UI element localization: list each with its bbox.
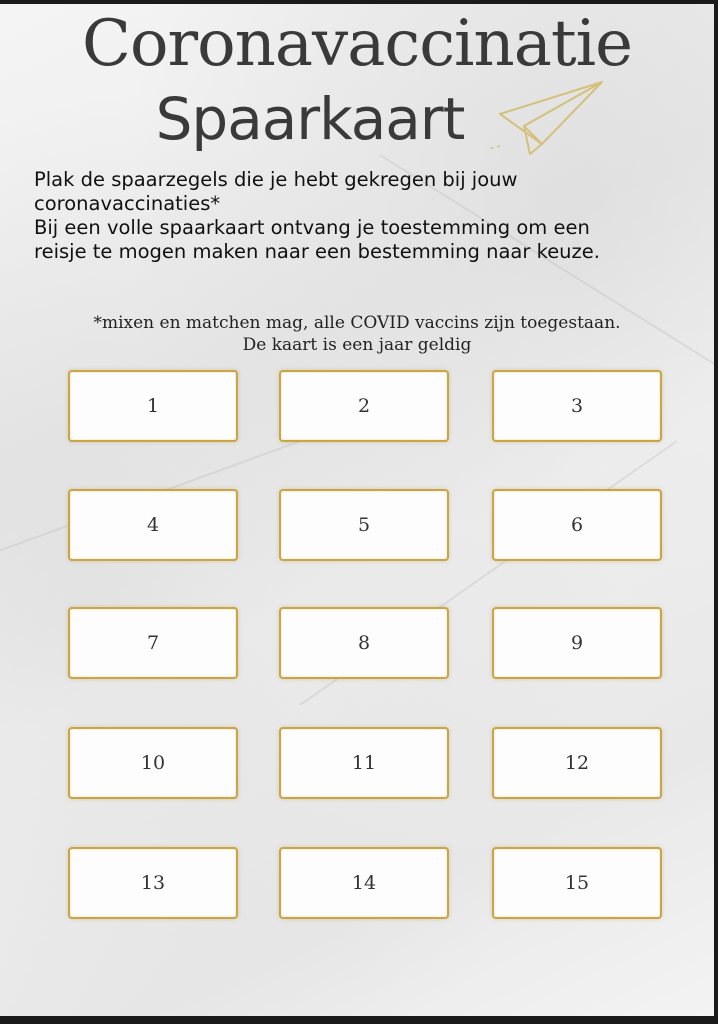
savings-card bbox=[0, 4, 714, 1016]
intro-line: Bij een volle spaarkaart ontvang je toestemming om een bbox=[34, 216, 590, 239]
stamp-slot: 13 bbox=[68, 847, 238, 919]
stamp-slot: 10 bbox=[68, 727, 238, 799]
intro-line: coronavaccinaties* bbox=[34, 192, 221, 215]
footnote bbox=[0, 312, 714, 356]
bottom-edge bbox=[0, 1016, 718, 1024]
stamp-slot: 11 bbox=[279, 727, 449, 799]
footnote-line2: De kaart is een jaar geldig bbox=[242, 335, 472, 355]
paper-plane-icon bbox=[490, 74, 610, 164]
stamp-slot: 2 bbox=[279, 370, 449, 442]
stamp-slot: 3 bbox=[492, 370, 662, 442]
intro-line: Plak de spaarzegels die je hebt gekregen bij jouw bbox=[34, 168, 518, 191]
stamp-slot: 4 bbox=[68, 489, 238, 561]
intro-line: reisje te mogen maken naar een bestemming naar keuze. bbox=[34, 240, 600, 263]
stamp-slot: 1 bbox=[68, 370, 238, 442]
stamp-slot: 14 bbox=[279, 847, 449, 919]
card-title-line2: Spaarkaart bbox=[155, 85, 465, 153]
stamp-slot: 8 bbox=[279, 607, 449, 679]
stamp-slot: 15 bbox=[492, 847, 662, 919]
intro-text bbox=[34, 168, 694, 264]
card-title-line1: Coronavaccinatie bbox=[82, 7, 632, 81]
stamp-slot: 9 bbox=[492, 607, 662, 679]
stamp-slot: 12 bbox=[492, 727, 662, 799]
footnote-line1: *mixen en matchen mag, alle COVID vaccins zijn toegestaan. bbox=[93, 313, 621, 333]
stamp-slot: 6 bbox=[492, 489, 662, 561]
stamp-slot: 5 bbox=[279, 489, 449, 561]
stamp-slot: 7 bbox=[68, 607, 238, 679]
